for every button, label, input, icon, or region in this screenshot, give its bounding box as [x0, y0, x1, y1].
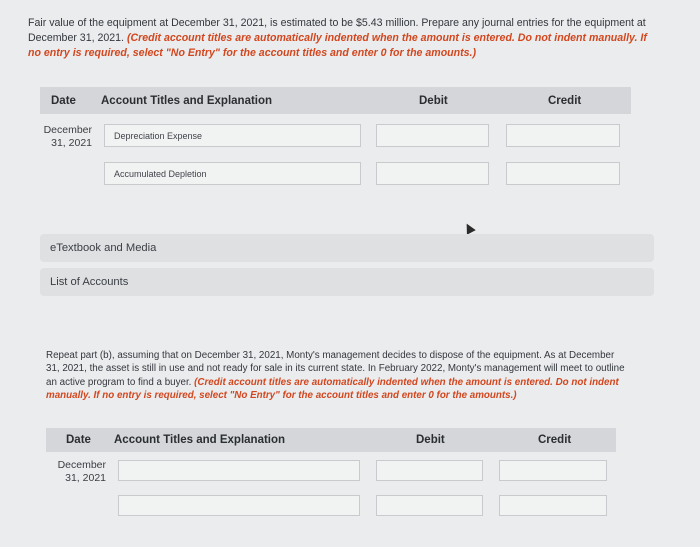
table2-credit-field[interactable]	[499, 460, 607, 481]
table1-header-debit: Debit	[419, 94, 448, 107]
table2-debit-field[interactable]	[376, 495, 483, 516]
mouse-cursor-icon	[462, 221, 476, 235]
table2-account-field[interactable]	[118, 460, 360, 481]
table1-header-date: Date	[51, 94, 76, 107]
table1-debit-field[interactable]	[376, 124, 489, 147]
table2-header-account: Account Titles and Explanation	[114, 434, 286, 446]
part-instructions-text: Repeat part (b), assuming that on December 31, 2021, Monty's management decides to dispose of the equipment. As at December 31, 2021, the asset is still in use and not ready for sale in its current state. In February 2022, Monty's management will meet to outline an active program to find a buyer.	[46, 350, 625, 388]
table2-header	[46, 428, 616, 452]
part-instructions	[46, 349, 626, 402]
table1-header	[40, 87, 631, 114]
part-instructions-emphasis: (Credit account titles are automatically indented when the amount is entered. Do not indent manually. If no entry is required, select "No Entry" for the account titles and enter 0 for the amounts.)	[46, 376, 619, 401]
instructions	[28, 16, 653, 61]
table1-debit-field[interactable]	[376, 162, 489, 185]
table1-account-field[interactable]: Accumulated Depletion	[104, 162, 361, 185]
instructions-text: Fair value of the equipment at December 31, 2021, is estimated to be $5.43 million. Prepare any journal entries for the equipment at December 31, 2021.	[28, 17, 646, 44]
table1-credit-field[interactable]	[506, 124, 620, 147]
table2-date-line1: December	[57, 459, 106, 471]
table2-date-line2: 31, 2021	[65, 472, 106, 484]
table1-header-credit: Credit	[548, 94, 582, 107]
table1-header-account: Account Titles and Explanation	[101, 94, 273, 107]
table2-header-date: Date	[66, 434, 91, 446]
list-of-accounts-link[interactable]: List of Accounts	[40, 268, 654, 296]
table1-date-line2: 31, 2021	[51, 137, 92, 149]
table2-debit-field[interactable]	[376, 460, 483, 481]
instructions-emphasis: (Credit account titles are automatically indented when the amount is entered. Do not indent manually. If no entry is required, select "No Entry" for the account titles and enter 0 for the amounts.)	[28, 32, 647, 59]
table2-header-debit: Debit	[416, 434, 445, 446]
table2-account-field[interactable]	[118, 495, 360, 516]
table2-credit-field[interactable]	[499, 495, 607, 516]
etextbook-link[interactable]: eTextbook and Media	[40, 234, 654, 262]
table2-header-credit: Credit	[538, 434, 572, 446]
table1-credit-field[interactable]	[506, 162, 620, 185]
table1-account-field[interactable]: Depreciation Expense	[104, 124, 361, 147]
table2-date	[46, 459, 106, 485]
table1-date	[40, 124, 92, 150]
table1-date-line1: December	[43, 124, 92, 136]
